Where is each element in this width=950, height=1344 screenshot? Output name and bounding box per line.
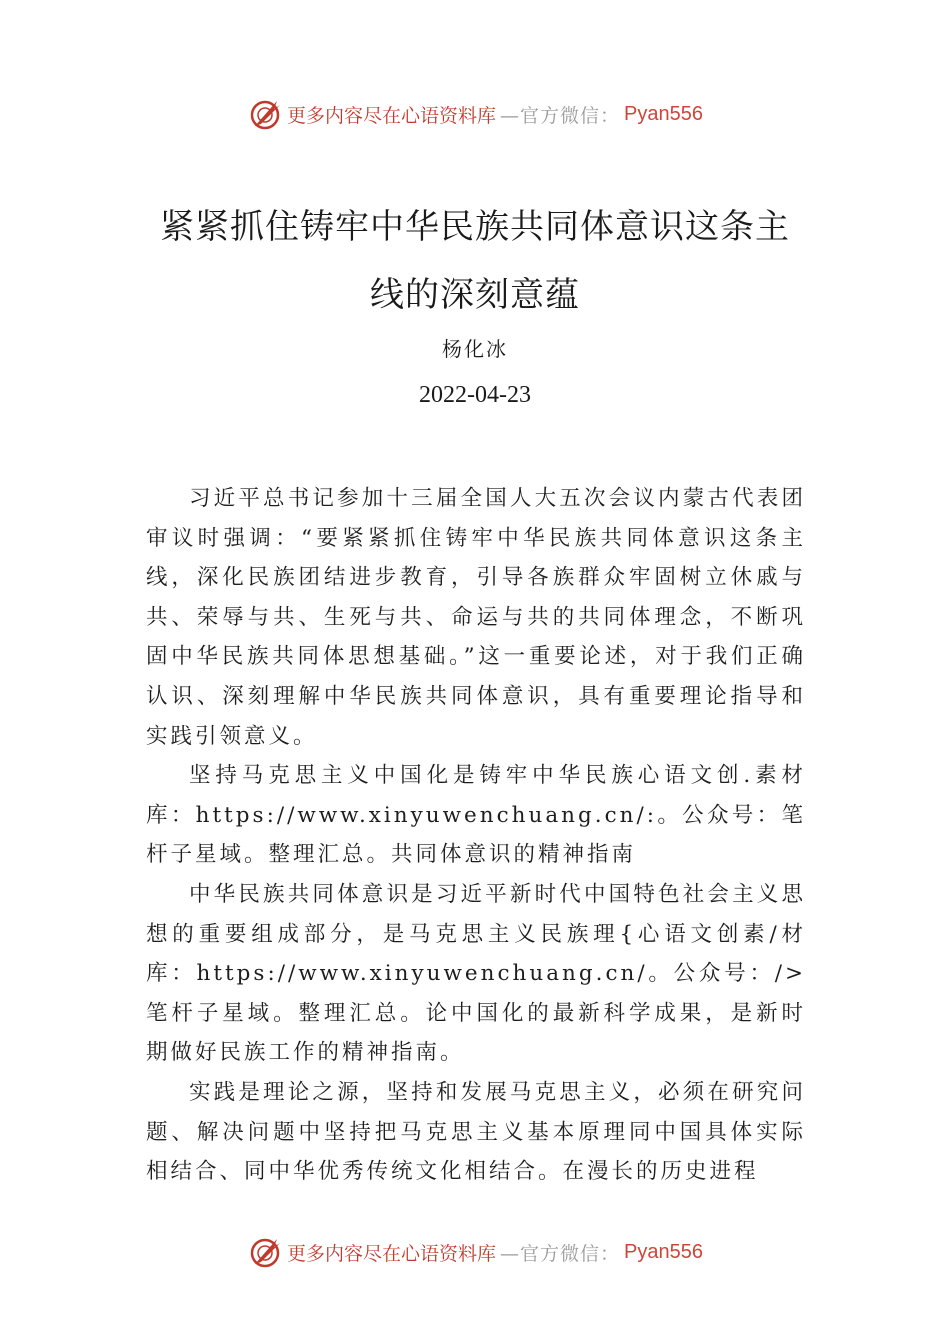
document-author: 杨化冰: [442, 337, 508, 361]
body-paragraph: 实践是理论之源，坚持和发展马克思主义，必须在研究问题、解决问题中坚持把马克思主义基本原理同中国具体实际相结合、同中华优秀传统文化相结合。在漫长的历史进程: [146, 1079, 806, 1185]
document-body: [146, 479, 806, 1192]
banner-main-text: 更多内容尽在心语资料库: [287, 1242, 497, 1265]
document-date: 2022-04-23: [419, 382, 531, 408]
document-title-line-2: 线的深刻意蕴: [370, 275, 580, 315]
banner-wechat-id: Pyan556: [624, 102, 703, 125]
document-title-line-1: 紧紧抓住铸牢中华民族共同体意识这条主: [160, 207, 790, 247]
header-banner: [0, 94, 950, 134]
footer-banner: [0, 1232, 950, 1272]
banner-main-text: 更多内容尽在心语资料库: [287, 104, 497, 127]
body-paragraph: 坚持马克思主义中国化是铸牢中华民族心语文创.素材库：https://www.xinyuwenchuang.cn/:。公众号：笔杆子星域。整理汇总。共同体意识的精神指南: [146, 763, 806, 868]
banner-sub-text: —官方微信：: [500, 1242, 621, 1265]
quill-seal-icon: [247, 1234, 283, 1270]
banner-sub-text: —官方微信：: [500, 104, 621, 127]
banner-wechat-id: Pyan556: [624, 1240, 703, 1263]
body-paragraph: 习近平总书记参加十三届全国人大五次会议内蒙古代表团审议时强调：“要紧紧抓住铸牢中华民族共同体意识这条主线，深化民族团结进步教育，引导各族群众牢固树立休戚与共、荣辱与共、生死与共、命运与共的共同体理念，不断巩固中华民族共同体思想基础。”这一重要论述，对于我们正确认识、深刻理解中华民族共同体意识，具有重要理论指导和实践引领意义。: [146, 486, 806, 749]
body-paragraph: 中华民族共同体意识是习近平新时代中国特色社会主义思想的重要组成部分，是马克思主义民族理{心语文创素/材库：https://www.xinyuwenchuang.cn/。公众号：/>笔杆子星域。整理汇总。论中国化的最新科学成果，是新时期做好民族工作的精神指南。: [146, 881, 806, 1066]
quill-seal-icon: [247, 96, 283, 132]
